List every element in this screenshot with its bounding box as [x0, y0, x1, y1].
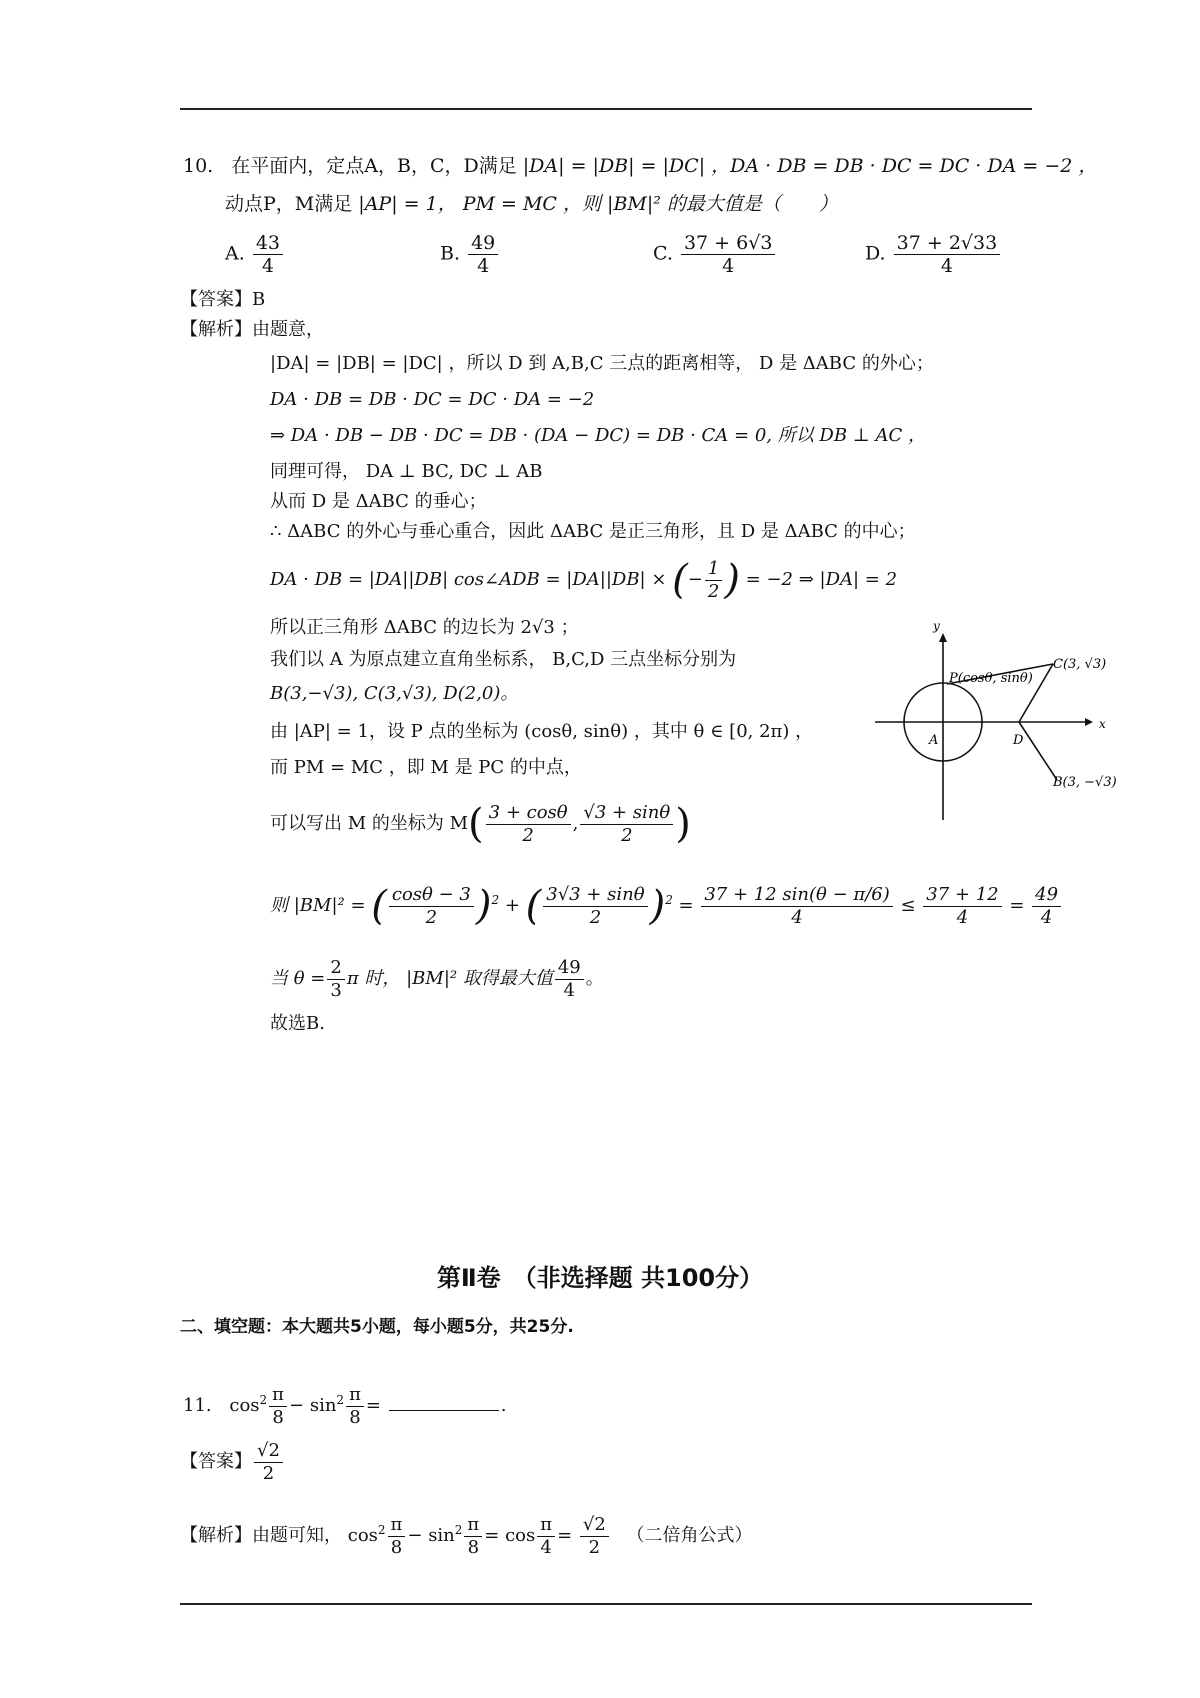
analysis-line-9: B(3,−√3), C(3,√3), D(2,0)。: [270, 683, 519, 704]
q10-line2-math: |AP| = 1， PM = MC ，则 |BM|² 的最大值是（ ）: [358, 193, 838, 215]
eq-m: 可以写出 M 的坐标为 M( $\frac{3 + \cos\theta}{2}$ , $\frac{√3 + \sin\theta}{2}$ ): [270, 801, 691, 847]
option-c: C. $\frac{37 + 6√3}{4}$: [653, 232, 777, 277]
q10-answer: 【答案】B: [180, 289, 266, 310]
q10-line2-text: 动点P，M满足: [225, 193, 353, 215]
q10-line1-math: |DA| = |DB| = |DC| ，DA · DB = DB · DC = DC · DA = −2 ，: [522, 155, 1098, 177]
analysis-line-4: 同理可得， DA ⊥ BC, DC ⊥ AB: [270, 461, 543, 482]
option-d-fraction: $\frac{37 + 2√33}{4}$: [894, 232, 1001, 277]
top-rule: [180, 108, 1032, 110]
coordinate-diagram: [875, 620, 1135, 830]
label-d: D: [1013, 733, 1024, 748]
q10-analysis-head: 【解析】由题意，: [180, 319, 324, 340]
option-c-fraction: $\frac{37 + 6√3}{4}$: [681, 232, 775, 277]
label-p: P(cosθ, sinθ): [949, 671, 1033, 686]
q10-number: 10.: [183, 155, 214, 177]
analysis-line-1: |DA| = |DB| = |DC| ，所以 D 到 A,B,C 三点的距离相等， D 是 ΔABC 的外心；: [270, 353, 934, 374]
eq-bm: 则 |BM|² = ( $\frac{\cos\theta - 3}{2}$ )$^2$ + ( $\frac{3√3 + \sin\theta}{2}$ )$^2$ = $\frac{37 + 12 \sin(\theta - \pi/6)}{4}$ ≤ $\frac{37 + 12}{4}$ = $\frac{49}{4}$: [270, 870, 1063, 936]
option-b-fraction: $\frac{49}{4}$: [468, 232, 498, 277]
axis-x-label: x: [1099, 717, 1106, 731]
axis-y-label: y: [933, 620, 940, 633]
eq-dadb: DA · DB = |DA||DB| cos∠ADB = |DA||DB| × (− $\frac{1}{2}$ ) = −2 ⇒ |DA| = 2: [270, 557, 898, 603]
option-b: B. $\frac{49}{4}$: [440, 232, 500, 277]
analysis-line-7: 所以正三角形 ΔABC 的边长为 2√3 ；: [270, 617, 579, 638]
option-d: D. $\frac{37 + 2√33}{4}$: [865, 232, 1002, 277]
q11-analysis: 【解析】由题可知， $\cos^2$ $\frac{\pi}{8}$ − $\sin^2$ $\frac{\pi}{8}$ = cos $\frac{\pi}{4}$ = $\frac{√2}{2}$ （二倍角公式）: [180, 1513, 753, 1558]
eq-max: 当 θ = $\frac{2}{3}$ π 时， |BM|² 取得最大值 $\frac{49}{4}$ 。: [270, 956, 604, 1001]
label-c: C(3, √3): [1053, 657, 1107, 672]
q11-answer: 【答案】 $\frac{√2}{2}$: [180, 1435, 285, 1489]
q10-line2: [225, 192, 838, 216]
q10-options: [225, 232, 1025, 292]
bottom-rule: [180, 1603, 1032, 1605]
analysis-line-5: 从而 D 是 ΔABC 的垂心；: [270, 491, 487, 512]
analysis-line-11: 故选B.: [270, 1013, 325, 1034]
q10-line1-text: 在平面内，定点A，B，C，D满足: [231, 155, 517, 177]
eq-ap: 由 |AP| = 1，设 P 点的坐标为 (cosθ, sinθ) ，其中 θ ∈ [0, 2π) ，: [270, 721, 814, 742]
section-heading: 二、填空题：本大题共5小题，每小题5分，共25分.: [180, 1317, 574, 1337]
q11-line: 11. $\cos^2$ $\frac{\pi}{8}$ − $\sin^2$ $\frac{\pi}{8}$ = .: [183, 1383, 507, 1428]
q10-line1: [183, 154, 1097, 178]
analysis-line-8: 我们以 A 为原点建立直角坐标系， B,C,D 三点坐标分别为: [270, 649, 737, 670]
analysis-line-3: ⇒ DA · DB − DB · DC = DB · (DA − DC) = DB · CA = 0, 所以 DB ⊥ AC ，: [270, 425, 926, 446]
analysis-line-10: 而 PM = MC ，即 M 是 PC 的中点，: [270, 757, 582, 778]
answer-value: B: [252, 289, 266, 310]
option-a: A. $\frac{43}{4}$: [225, 232, 285, 277]
analysis-line-2: DA · DB = DB · DC = DC · DA = −2: [270, 389, 595, 410]
analysis-line-6: ∴ ΔABC 的外心与垂心重合，因此 ΔABC 是正三角形，且 D 是 ΔABC 的中心；: [270, 521, 916, 542]
part2-title: 第Ⅱ卷 （非选择题 共100分）: [436, 1264, 764, 1292]
segment-db: [1019, 722, 1057, 780]
label-a: A: [929, 733, 939, 748]
label-b: B(3, −√3): [1053, 775, 1117, 790]
option-a-fraction: $\frac{43}{4}$: [253, 232, 283, 277]
answer-blank: [389, 1396, 499, 1411]
